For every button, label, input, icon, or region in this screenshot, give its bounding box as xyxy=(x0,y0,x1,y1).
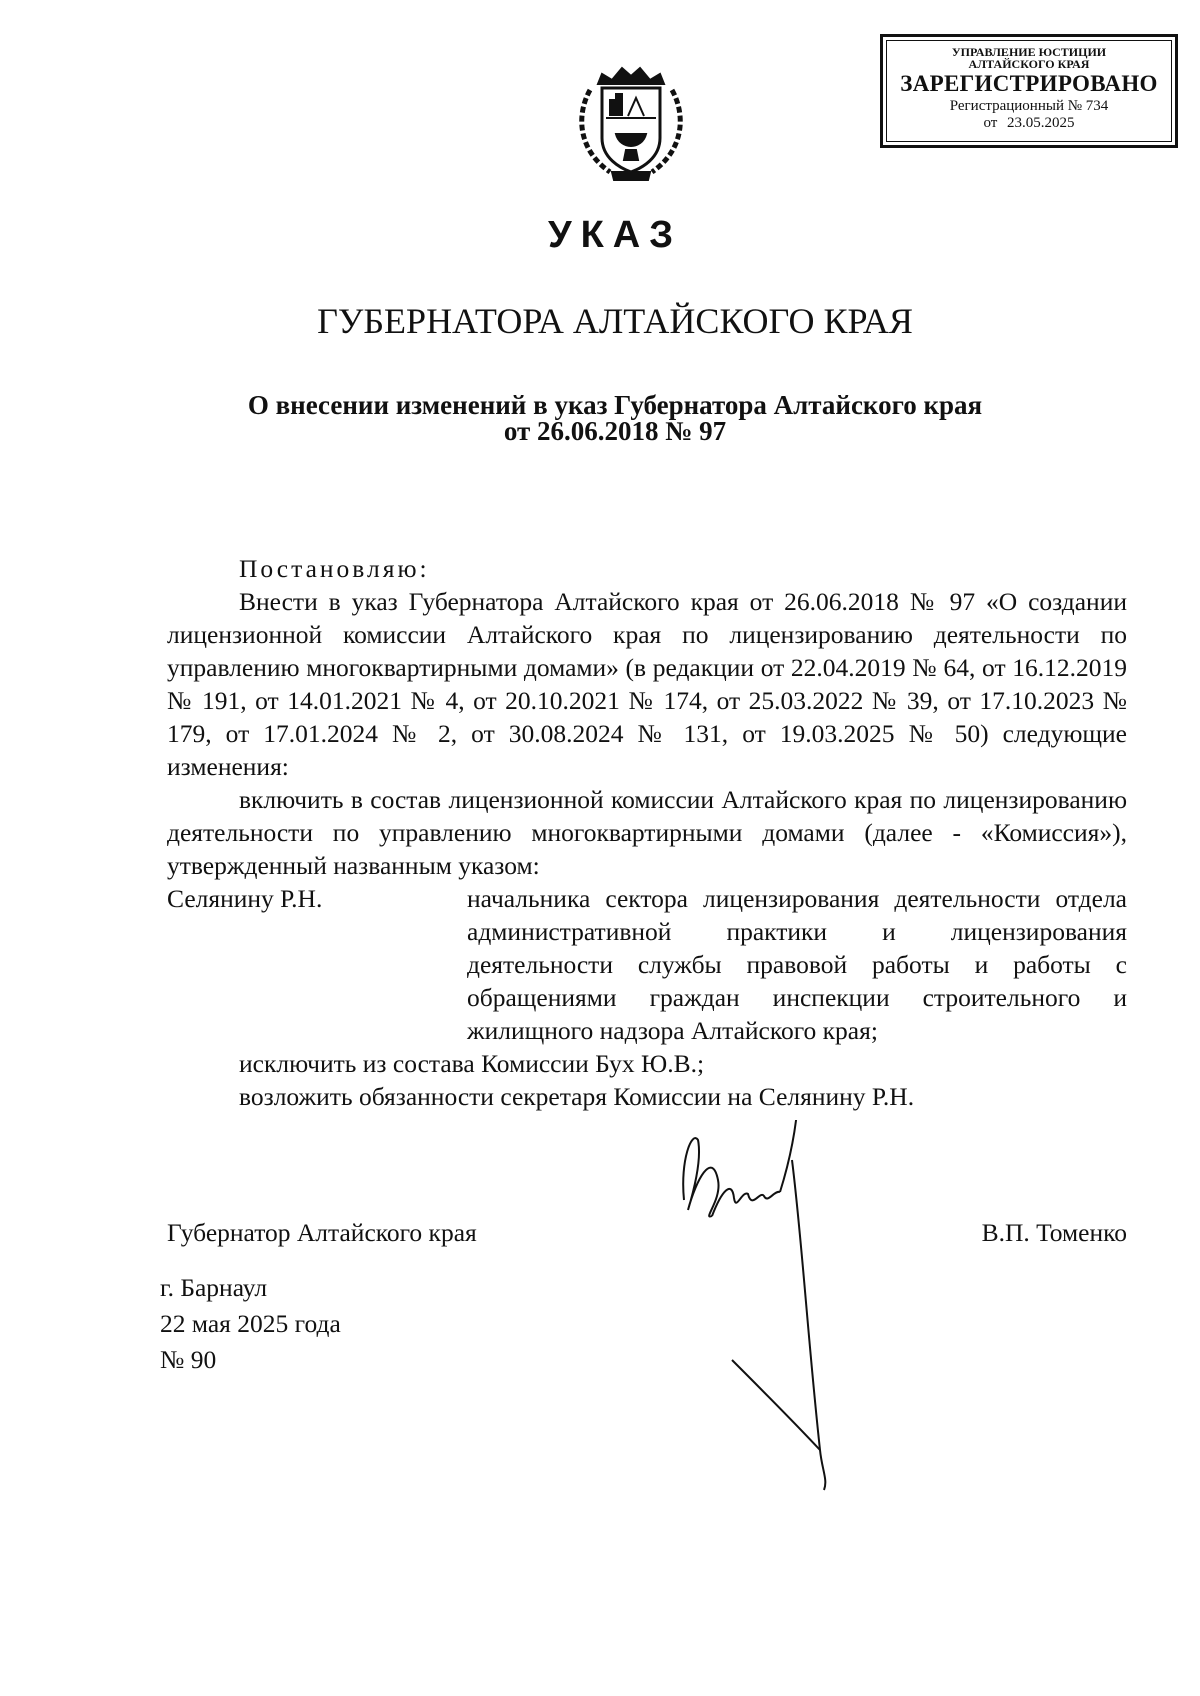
registration-stamp xyxy=(880,34,1178,148)
stamp-date-label: от xyxy=(983,115,998,131)
stamp-date: 23.05.2025 xyxy=(1007,115,1075,131)
stamp-reg-number: 734 xyxy=(1085,98,1109,114)
document-type-title: УКАЗ xyxy=(547,214,683,256)
stamp-date-line xyxy=(887,115,1171,132)
stamp-authority-line2: АЛТАЙСКОГО КРАЯ xyxy=(968,57,1090,71)
stamp-status: ЗАРЕГИСТРИРОВАНО xyxy=(900,71,1158,96)
member-entry xyxy=(167,882,1127,1047)
stamp-authority-line1: УПРАВЛЕНИЕ ЮСТИЦИИ xyxy=(951,45,1107,59)
paragraph-secretary: возложить обязанности секретаря Комиссии на Селянину Р.Н. xyxy=(239,1082,915,1111)
coat-of-arms-icon xyxy=(570,60,692,184)
document-subject xyxy=(0,392,1200,444)
issue-number: № 90 xyxy=(160,1345,217,1374)
member-name: Селянину Р.Н. xyxy=(167,884,323,913)
paragraph-include: включить в состав лицензионной комиссии Алтайского края по лицензированию деятельности по управлению многоквартирными домами (далее - «Комиссия»), утвержденный названным указом: xyxy=(167,785,1127,880)
signatory-position: Губернатор Алтайского края xyxy=(167,1218,477,1247)
paragraph-exclude: исключить из состава Комиссии Бух Ю.В.; xyxy=(239,1049,705,1078)
document-body xyxy=(167,552,1127,1113)
handwritten-signature-icon xyxy=(672,1120,852,1500)
stamp-reg-number-line xyxy=(887,98,1171,115)
signature-block xyxy=(167,1218,1127,1248)
paragraph-amendment: Внести в указ Губернатора Алтайского края от 26.06.2018 № 97 «О создании лицензионной комиссии Алтайского края по лицензированию деятельности по управлению многоквартирными домами» (в редакции от 22.04.2019 № 64, от 16.12.2019 № 191, от 14.01.2021 № 4, от 20.10.2021 № 174, от 25.03.2022 № 39, от 17.10.2023 № 179, от 17.01.2024 № 2, от 30.08.2024 № 131, от 19.03.2025 № 50) следующие изменения: xyxy=(167,587,1127,781)
subject-line-1: О внесении изменений в указ Губернатора Алтайского края xyxy=(247,390,983,420)
subject-line-2: от 26.06.2018 № 97 xyxy=(503,416,727,446)
stamp-reg-label: Регистрационный № xyxy=(949,98,1083,114)
issue-city: г. Барнаул xyxy=(160,1273,268,1302)
issue-date: 22 мая 2025 года xyxy=(160,1309,341,1338)
registration-stamp-inner xyxy=(886,40,1172,142)
decree-word: Постановляю: xyxy=(239,554,430,583)
member-position: начальника сектора лицензирования деятельности отдела административной практики и лицензирования деятельности службы правовой работы и работы с обращениями граждан инспекции строительного и жилищного надзора Алтайского края; xyxy=(467,884,1127,1045)
signatory-name: В.П. Томенко xyxy=(981,1218,1127,1247)
issue-details xyxy=(160,1270,341,1378)
issuer-title: ГУБЕРНАТОРА АЛТАЙСКОГО КРАЯ xyxy=(317,301,913,341)
